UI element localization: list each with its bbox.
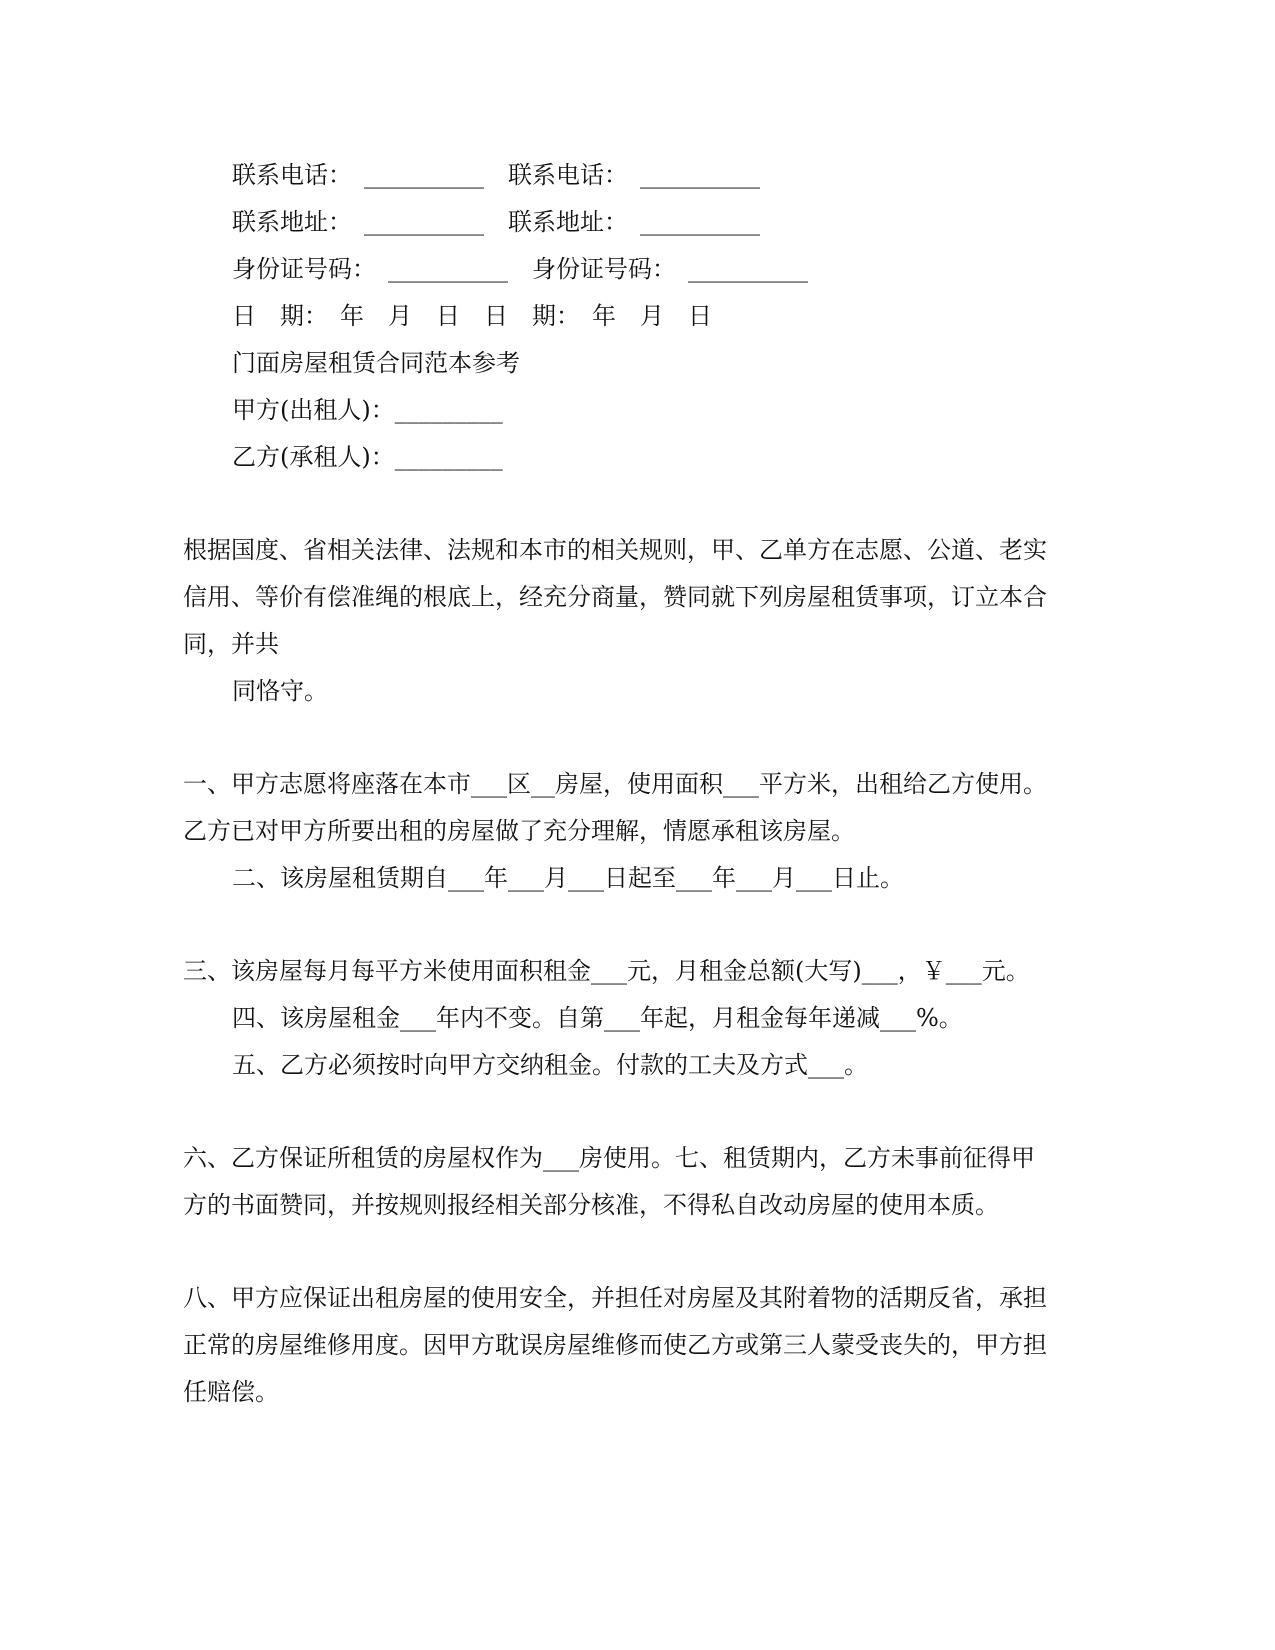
party-b-line: 乙方(承租人)：_________ [232, 443, 503, 471]
preamble-line-1: 根据国度、省相关法律、法规和本市的相关规则，甲、乙单方在志愿、公道、老实 [183, 536, 1047, 564]
party-a-line: 甲方(出租人)：_________ [232, 396, 503, 424]
clause-8-line-3: 任赔偿。 [183, 1378, 279, 1406]
id-number-row: 身份证号码： __________ 身份证号码： __________ [232, 255, 808, 283]
preamble-line-2: 信用、等价有偿准绳的根底上，经充分商量，赞同就下列房屋租赁事项，订立本合 [183, 583, 1047, 611]
contact-address-row: 联系地址： __________ 联系地址： __________ [232, 208, 760, 236]
preamble-line-4: 同恪守。 [232, 677, 328, 705]
contact-phone-row: 联系电话： __________ 联系电话： __________ [232, 161, 760, 189]
clause-6-line-2: 方的书面赞同，并按规则报经相关部分核准，不得私自改动房屋的使用本质。 [183, 1191, 999, 1219]
clause-8-line-1: 八、甲方应保证出租房屋的使用安全，并担任对房屋及其附着物的活期反省，承担 [183, 1284, 1047, 1312]
clause-1-line-1: 一、甲方志愿将座落在本市___区__房屋，使用面积___平方米，出租给乙方使用。 [183, 770, 1047, 798]
clause-6-line-1: 六、乙方保证所租赁的房屋权作为___房使用。七、租赁期内，乙方未事前征得甲 [183, 1144, 1035, 1172]
preamble-line-3: 同，并共 [183, 630, 279, 658]
clause-2: 二、该房屋租赁期自___年___月___日起至___年___月___日止。 [232, 864, 904, 892]
clause-5: 五、乙方必须按时向甲方交纳租金。付款的工夫及方式___。 [232, 1051, 868, 1079]
clause-8-line-2: 正常的房屋维修用度。因甲方耽误房屋维修而使乙方或第三人蒙受丧失的，甲方担 [183, 1331, 1047, 1359]
clause-1-line-2: 乙方已对甲方所要出租的房屋做了充分理解，情愿承租该房屋。 [183, 817, 855, 845]
clause-4: 四、该房屋租金___年内不变。自第___年起，月租金每年递减___%。 [232, 1004, 963, 1032]
document-title: 门面房屋租赁合同范本参考 [232, 349, 520, 377]
date-row: 日 期： 年 月 日 日 期： 年 月 日 [232, 302, 712, 330]
clause-3: 三、该房屋每月每平方米使用面积租金___元，月租金总额(大写)___，￥___元。 [183, 957, 1030, 985]
